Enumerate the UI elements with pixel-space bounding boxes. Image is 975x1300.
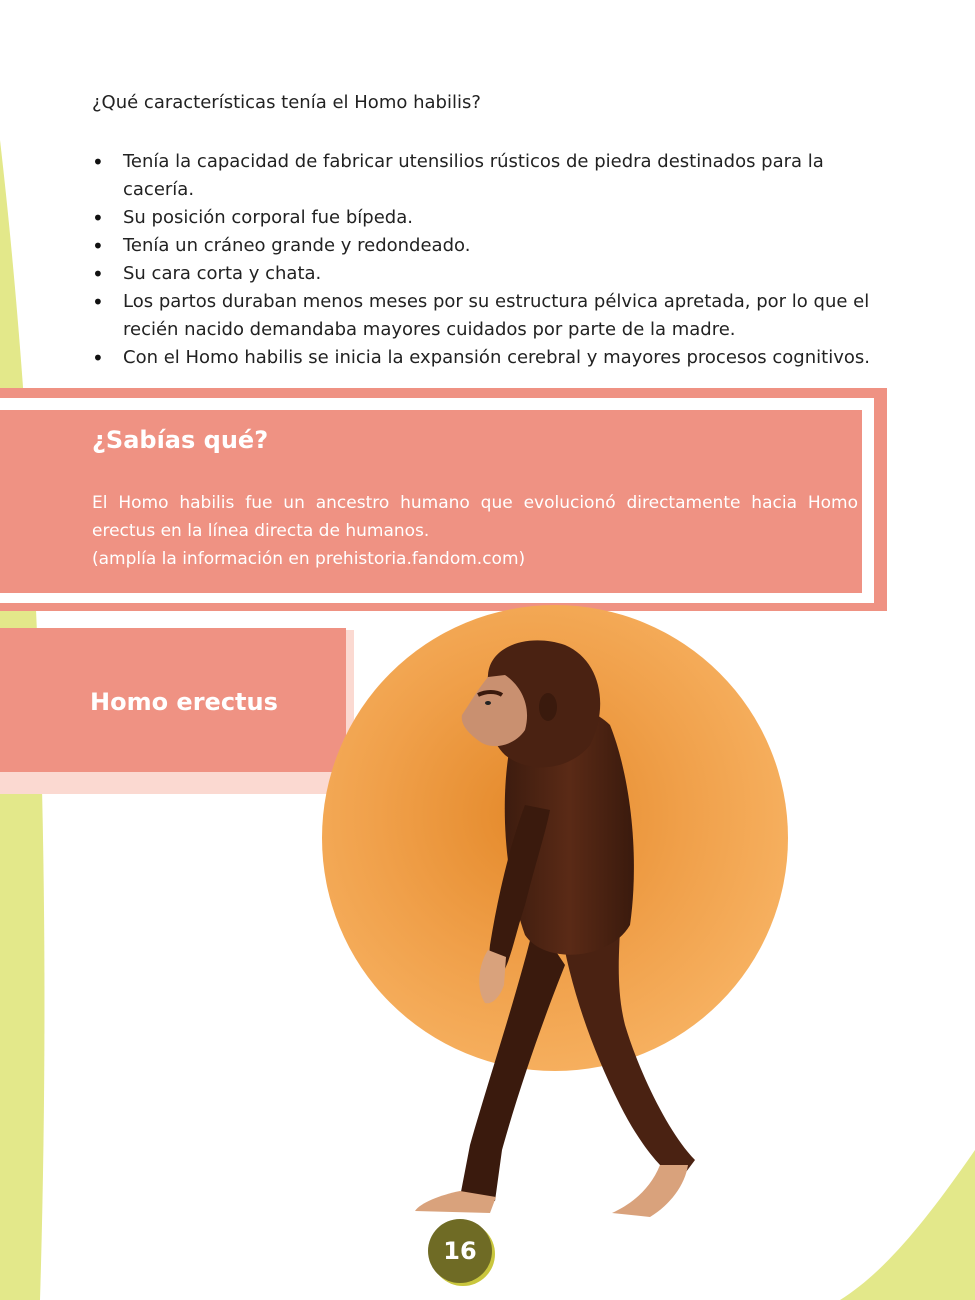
sabias-note: (amplía la información en prehistoria.fandom.com) — [92, 549, 526, 569]
right-lime-curve — [840, 1150, 975, 1300]
list-item: • Con el Homo habilis se inicia la expansión cerebral y mayores procesos cognitivos. — [92, 344, 882, 372]
list-item: • Tenía la capacidad de fabricar utensilios rústicos de piedra destinados para la cacería. — [92, 148, 882, 204]
list-item: • Su posición corporal fue bípeda. — [92, 204, 882, 232]
page-number: 16 — [443, 1237, 477, 1265]
sabias-text — [92, 489, 858, 573]
list-item: • Los partos duraban menos meses por su estructura pélvica apretada, por lo que el recién nacido demandaba mayores cuidados por parte de la madre. — [92, 288, 882, 344]
list-item: • Tenía un cráneo grande y redondeado. — [92, 232, 882, 260]
sabias-body: El Homo habilis fue un ancestro humano que evolucionó directamente hacia Homo erectus en la línea directa de humanos. — [92, 493, 858, 541]
section-title: Homo erectus — [90, 688, 278, 716]
sabias-title: ¿Sabías qué? — [92, 426, 269, 454]
question-heading: ¿Qué características tenía el Homo habilis? — [92, 92, 481, 113]
walking-hominid-illustration — [320, 605, 795, 1230]
list-item: • Su cara corta y chata. — [92, 260, 882, 288]
characteristics-list — [92, 148, 882, 372]
page-number-badge — [428, 1219, 492, 1283]
